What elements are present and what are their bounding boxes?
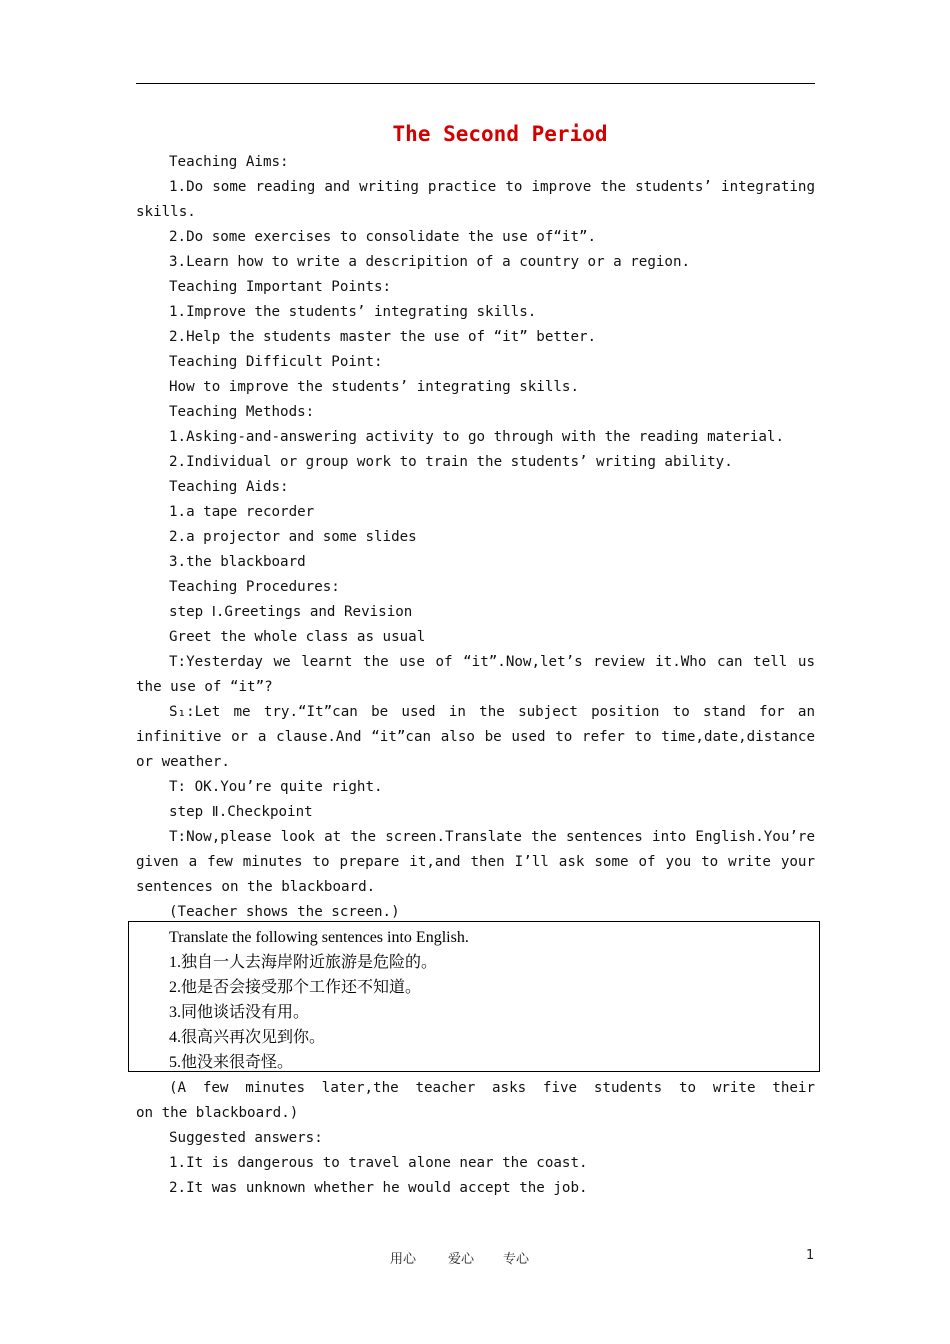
text-line: (A few minutes later,the teacher asks five students to write their <box>169 1080 815 1096</box>
text-line: (Teacher shows the screen.) <box>169 904 400 920</box>
footer-left: 用心 <box>390 1252 417 1267</box>
text-line: step Ⅱ.Checkpoint <box>169 804 313 820</box>
text-line: 1.It is dangerous to travel alone near the coast. <box>169 1155 588 1171</box>
text-line: T:Now,please look at the screen.Translate the sentences into English.You’re <box>169 829 815 845</box>
text-line: S₁:Let me try.“It”can be used in the subject position to stand for an <box>169 704 815 720</box>
text-line: Teaching Aids: <box>169 479 289 495</box>
text-line: Teaching Procedures: <box>169 579 340 595</box>
text-line: Teaching Aims: <box>169 154 289 170</box>
text-line: 2.Do some exercises to consolidate the use of“it”. <box>169 229 597 245</box>
page-title: The Second Period <box>392 122 608 146</box>
page-number: 1 <box>806 1248 815 1263</box>
body-text-continued <box>136 1076 815 1201</box>
text-line: T:Yesterday we learnt the use of “it”.Now,let’s review it.Who can tell us <box>169 654 815 670</box>
body-text <box>136 150 815 925</box>
text-line: 1.a tape recorder <box>169 504 315 520</box>
text-line: 1.Improve the students’ integrating skills. <box>169 304 537 320</box>
text-line: Suggested answers: <box>169 1130 323 1146</box>
text-line: given a few minutes to prepare it,and then I’ll ask some of you to write your <box>136 854 815 870</box>
text-line: 1.独自一人去海岸附近旅游是危险的。 <box>169 954 438 971</box>
text-line: Teaching Methods: <box>169 404 315 420</box>
text-line: Teaching Important Points: <box>169 279 392 295</box>
text-line: step Ⅰ.Greetings and Revision <box>169 604 413 620</box>
text-line: 3.同他谈话没有用。 <box>169 1004 310 1021</box>
text-line: 3.Learn how to write a descripition of a country or a region. <box>169 254 691 270</box>
footer-right: 专心 <box>503 1252 530 1267</box>
translation-box-text <box>136 925 806 1075</box>
translation-box <box>128 921 820 1072</box>
text-line: Teaching Difficult Point: <box>169 354 383 370</box>
footer-middle: 爱心 <box>448 1252 475 1267</box>
text-line: sentences on the blackboard. <box>136 879 376 895</box>
text-line: Translate the following sentences into English. <box>169 929 469 946</box>
text-line: 3.the blackboard <box>169 554 306 570</box>
header-rule <box>136 83 815 84</box>
text-line: 2.他是否会接受那个工作还不知道。 <box>169 979 422 996</box>
text-line: T: OK.You’re quite right. <box>169 779 383 795</box>
text-line: Greet the whole class as usual <box>169 629 426 645</box>
text-line: 2.It was unknown whether he would accept the job. <box>169 1180 588 1196</box>
text-line: 2.Individual or group work to train the students’ writing ability. <box>169 454 733 470</box>
text-line: on the blackboard.) <box>136 1105 299 1121</box>
text-line: skills. <box>136 204 196 220</box>
text-line: How to improve the students’ integrating skills. <box>169 379 579 395</box>
text-line: 2.a projector and some slides <box>169 529 417 545</box>
text-line: 1.Do some reading and writing practice to improve the students’ integrating <box>169 179 815 195</box>
text-line: 5.他没来很奇怪。 <box>169 1054 294 1071</box>
text-line: 2.Help the students master the use of “it” better. <box>169 329 597 345</box>
text-line: infinitive or a clause.And “it”can also be used to refer to time,date,distance <box>136 729 815 745</box>
text-line: 4.很高兴再次见到你。 <box>169 1029 326 1046</box>
text-line: or weather. <box>136 754 230 770</box>
text-line: 1.Asking-and-answering activity to go through with the reading material. <box>169 429 784 445</box>
text-line: the use of “it”? <box>136 679 273 695</box>
